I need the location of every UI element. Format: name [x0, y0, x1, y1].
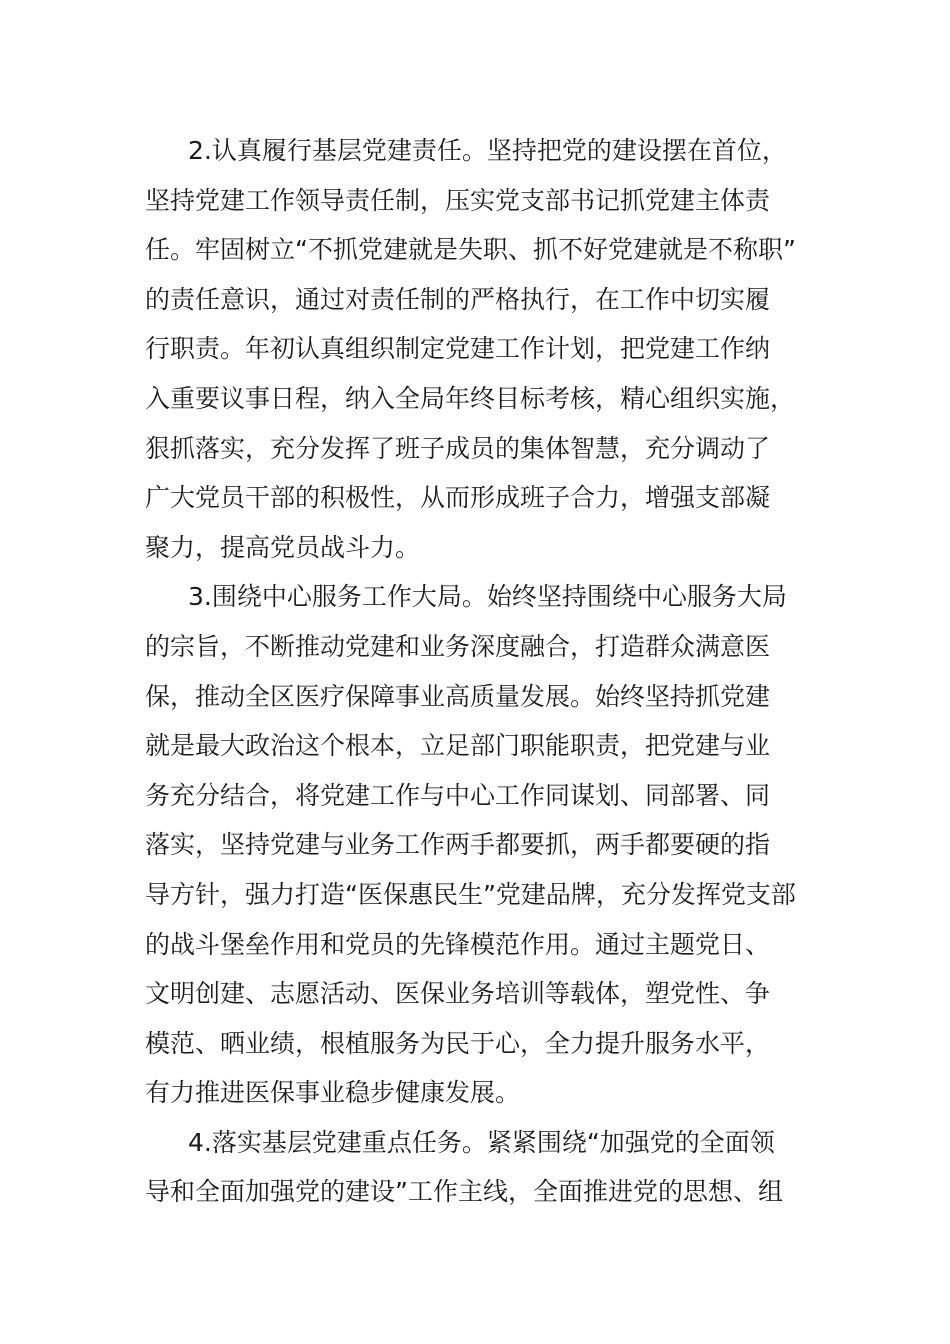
paragraph-line: 行职责。年初认真组织制定党建工作计划，把党建工作纳 — [145, 334, 771, 364]
paragraph-line: 2.认真履行基层党建责任。坚持把党的建设摆在首位， — [188, 136, 787, 165]
paragraph-line: 模范、晒业绩，根植服务为民于心，全力提升服务水平， — [145, 1028, 771, 1058]
paragraph-line: 的战斗堡垒作用和党员的先锋模范作用。通过主题党日、 — [145, 929, 771, 959]
paragraph-line: 文明创建、志愿活动、医保业务培训等载体，塑党性、争 — [145, 979, 771, 1009]
paragraph-4 — [145, 1118, 810, 1217]
paragraph-line: 的责任意识，通过对责任制的严格执行，在工作中切实履 — [145, 284, 771, 314]
paragraph-3 — [145, 572, 810, 1118]
paragraph-line: 有力推进医保事业稳步健康发展。 — [145, 1078, 521, 1108]
paragraph-line: 导和全面加强党的建设”工作主线，全面推进党的思想、组 — [145, 1177, 783, 1207]
paragraph-line: 保，推动全区医疗保障事业高质量发展。始终坚持抓党建 — [145, 681, 771, 711]
paragraph-line: 任。牢固树立“不抓党建就是失职、抓不好党建就是不称职” — [145, 235, 796, 265]
paragraph-line: 落实，坚持党建与业务工作两手都要抓，两手都要硬的指 — [145, 830, 771, 860]
paragraph-line: 入重要议事日程，纳入全局年终目标考核，精心组织实施， — [145, 383, 796, 413]
paragraph-line: 的宗旨，不断推动党建和业务深度融合，打造群众满意医 — [145, 631, 771, 661]
paragraph-line: 4.落实基层党建重点任务。紧紧围绕“加强党的全面领 — [188, 1127, 775, 1157]
paragraph-line: 聚力，提高党员战斗力。 — [145, 532, 421, 562]
paragraph-line: 狠抓落实，充分发挥了班子成员的集体智慧，充分调动了 — [145, 433, 771, 463]
document-body — [145, 126, 810, 1217]
paragraph-line: 就是最大政治这个根本，立足部门职能职责，把党建与业 — [145, 731, 771, 761]
paragraph-line: 导方针，强力打造“医保惠民生”党建品牌，充分发挥党支部 — [145, 879, 796, 909]
paragraph-line: 务充分结合，将党建工作与中心工作同谋划、同部署、同 — [145, 780, 771, 810]
paragraph-line: 坚持党建工作领导责任制，压实党支部书记抓党建主体责 — [145, 185, 771, 215]
paragraph-2 — [145, 126, 810, 572]
paragraph-line: 广大党员干部的积极性，从而形成班子合力，增强支部凝 — [145, 483, 771, 513]
paragraph-line: 3.围绕中心服务工作大局。始终坚持围绕中心服务大局 — [188, 582, 787, 612]
